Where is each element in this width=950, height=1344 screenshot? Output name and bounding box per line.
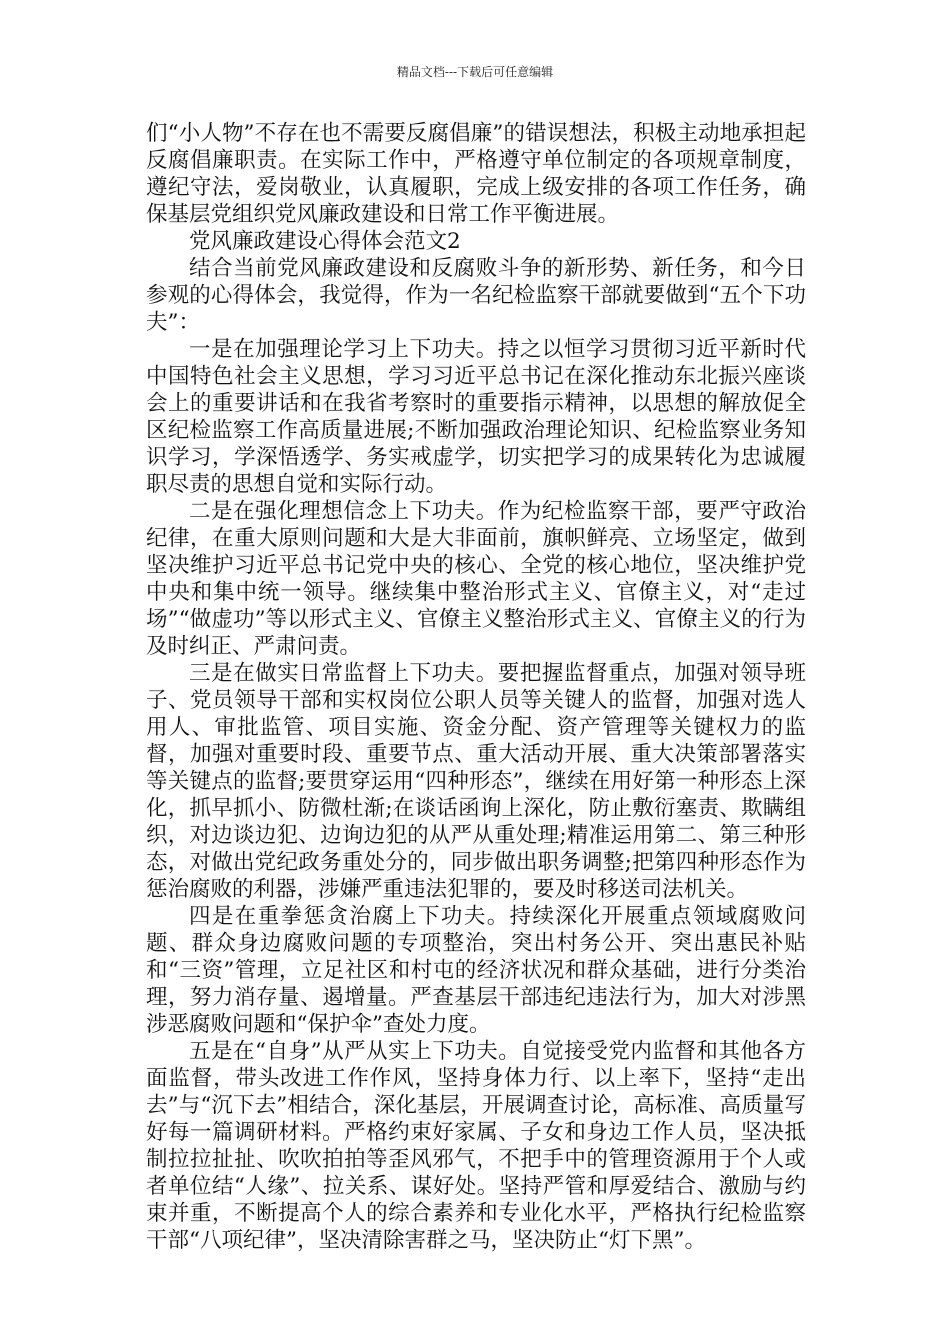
paragraph-continuation: 们“小人物”不存在也不需要反腐倡廉”的错误想法，积极主动地承担起反腐倡廉职责。在实际工作中，严格遵守单位制定的各项规章制度，遵纪守法，爱岗敬业，认真履职，完成上级安排的各项工作任务，确保基层党组织党风廉政建设和日常工作平衡进展。 — [146, 121, 806, 227]
paragraph-point-3: 三是在做实日常监督上下功夫。要把握监督重点，加强对领导班子、党员领导干部和实权岗位公职人员等关键人的监督，加强对选人用人、审批监管、项目实施、资金分配、资产管理等关键权力的监督，加强对重要时段、重要节点、重大活动开展、重大决策部署落实等关键点的监督;要贯穿运用“四种形态”，继续在用好第一种形态上深化，抓早抓小、防微杜渐;在谈话函询上深化，防止敷衍塞责、欺瞒组织，对边谈边犯、边询边犯的从严从重处理;精准运用第二、第三种形态，对做出党纪政务重处分的，同步做出职务调整;把第四种形态作为惩治腐败的利器，涉嫌严重违法犯罪的，要及时移送司法机关。 — [146, 661, 806, 902]
paragraph-point-1: 一是在加强理论学习上下功夫。持之以恒学习贯彻习近平新时代中国特色社会主义思想，学习习近平总书记在深化推动东北振兴座谈会上的重要讲话和在我省考察时的重要指示精神，以思想的解放促全区纪检监察工作高质量进展;不断加强政治理论知识、纪检监察业务知识学习，学深悟透学、务实戒虚学，切实把学习的成果转化为忠诚履职尽责的思想自觉和实际行动。 — [146, 337, 806, 497]
paragraph-point-4: 四是在重拳惩贪治腐上下功夫。持续深化开展重点领域腐败问题、群众身边腐败问题的专项整治，突出村务公开、突出惠民补贴和“三资”管理，立足社区和村屯的经济状况和群众基础，进行分类治理，努力消存量、遏增量。严查基层干部违纪违法行为，加大对涉黑涉恶腐败问题和“保护伞”查处力度。 — [146, 904, 806, 1037]
page-header: 精品文档---下载后可任意编辑 — [396, 65, 554, 79]
section-title: 党风廉政建设心得体会范文2 — [189, 229, 461, 254]
paragraph-point-2: 二是在强化理想信念上下功夫。作为纪检监察干部，要严守政治纪律，在重大原则问题和大是大非面前，旗帜鲜亮、立场坚定，做到坚决维护习近平总书记党中央的核心、全党的核心地位，坚决维护党中央和集中统一领导。继续集中整治形式主义、官僚主义，对“走过场”“做虚功”等以形式主义、官僚主义整治形式主义、官僚主义的行为及时纠正、严肃问责。 — [146, 499, 806, 659]
paragraph-intro: 结合当前党风廉政建设和反腐败斗争的新形势、新任务，和今日参观的心得体会，我觉得，作为一名纪检监察干部就要做到“五个下功夫”： — [146, 256, 806, 335]
document-body — [146, 120, 806, 1254]
paragraph-point-5: 五是在“自身”从严从实上下功夫。自觉接受党内监督和其他各方面监督，带头改进工作作风，坚持身体力行、以上率下，坚持“走出去”与“沉下去”相结合，深化基层，开展调查讨论，高标准、高质量写好每一篇调研材料。严格约束好家属、子女和身边工作人员，坚决抵制拉拉扯扯、吹吹拍拍等歪风邪气，不把手中的管理资源用于个人或者单位结“人缘”、拉关系、谋好处。坚持严管和厚爱结合、激励与约束并重，不断提高个人的综合素养和专业化水平，严格执行纪检监察干部“八项纪律”，坚决清除害群之马，坚决防止“灯下黑”。 — [146, 1039, 806, 1253]
